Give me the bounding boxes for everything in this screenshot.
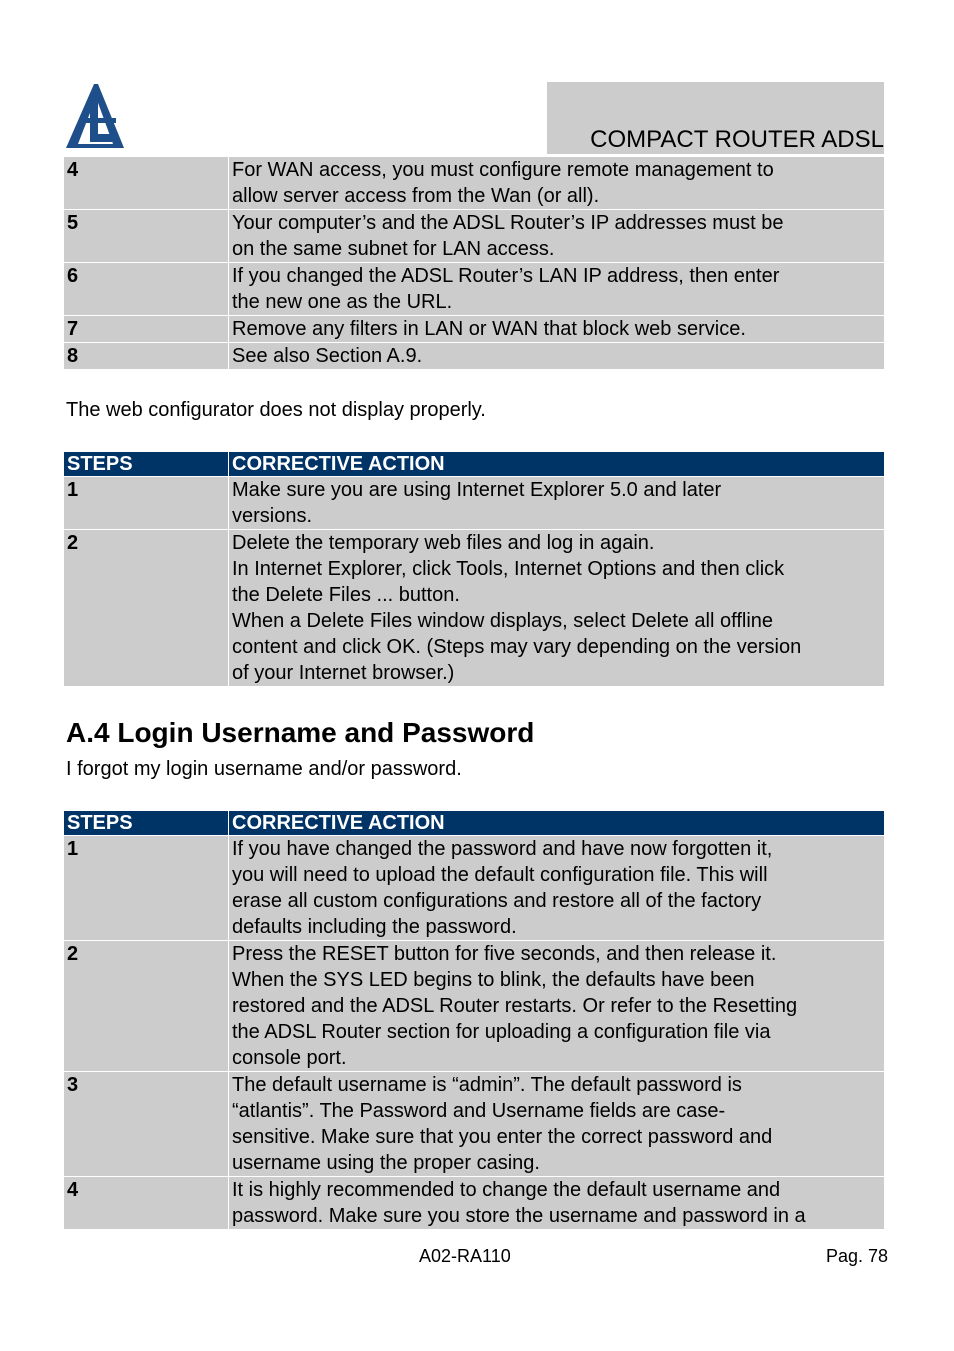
- action-line: on the same subnet for LAN access.: [232, 238, 555, 260]
- table-row: [64, 263, 885, 316]
- step-number: 1: [64, 477, 229, 530]
- corrective-action-text: [229, 263, 885, 316]
- intro-login-problem: I forgot my login username and/or password.: [66, 758, 462, 780]
- troubleshooting-table-continued: [63, 156, 885, 370]
- action-line: Press the RESET button for five seconds, and then release it.: [232, 943, 777, 965]
- action-line: In Internet Explorer, click Tools, Internet Options and then click: [232, 558, 785, 580]
- column-header-corrective-action: CORRECTIVE ACTION: [229, 811, 885, 836]
- corrective-action-text: [229, 343, 885, 370]
- corrective-action-text: [229, 530, 885, 687]
- corrective-action-text: [229, 210, 885, 263]
- corrective-action-text: [229, 1072, 885, 1177]
- step-number: 4: [64, 157, 229, 210]
- table-row: [64, 316, 885, 343]
- column-header-corrective-action: CORRECTIVE ACTION: [229, 452, 885, 477]
- step-number: 4: [64, 1177, 229, 1230]
- step-number: 2: [64, 941, 229, 1072]
- corrective-action-text: [229, 836, 885, 941]
- table-row: [64, 210, 885, 263]
- step-number: 8: [64, 343, 229, 370]
- action-line: It is highly recommended to change the default username and: [232, 1179, 781, 1201]
- table-header-row: [64, 452, 885, 477]
- corrective-action-text: [229, 1177, 885, 1230]
- action-line: allow server access from the Wan (or all).: [232, 185, 600, 207]
- section-heading: A.4 Login Username and Password: [66, 717, 535, 748]
- action-line: If you changed the ADSL Router’s LAN IP address, then enter: [232, 265, 780, 287]
- action-line: versions.: [232, 505, 313, 527]
- action-line: the Delete Files ... button.: [232, 584, 460, 606]
- action-line: “atlantis”. The Password and Username fields are case-: [232, 1100, 726, 1122]
- table-row: [64, 1072, 885, 1177]
- action-line: When a Delete Files window displays, select Delete all offline: [232, 610, 774, 632]
- header-title: COMPACT ROUTER ADSL: [590, 126, 884, 153]
- step-number: 2: [64, 530, 229, 687]
- login-steps-table: [63, 810, 885, 1230]
- footer-page-number: Pag. 78: [825, 1246, 888, 1266]
- action-line: sensitive. Make sure that you enter the correct password and: [232, 1126, 773, 1148]
- action-line: the new one as the URL.: [232, 291, 453, 313]
- table-row: [64, 343, 885, 370]
- table-row: [64, 836, 885, 941]
- action-line: the ADSL Router section for uploading a configuration file via: [232, 1021, 771, 1043]
- action-line: of your Internet browser.): [232, 662, 455, 684]
- action-line: Make sure you are using Internet Explorer 5.0 and later: [232, 479, 722, 501]
- step-number: 5: [64, 210, 229, 263]
- action-line: content and click OK. (Steps may vary depending on the version: [232, 636, 802, 658]
- action-line: If you have changed the password and have now forgotten it,: [232, 838, 773, 860]
- action-line: you will need to upload the default configuration file. This will: [232, 864, 768, 886]
- corrective-action-text: [229, 157, 885, 210]
- action-line: For WAN access, you must configure remote management to: [232, 159, 774, 181]
- table-row: [64, 941, 885, 1072]
- action-line: username using the proper casing.: [232, 1152, 540, 1174]
- action-line: When the SYS LED begins to blink, the defaults have been: [232, 969, 755, 991]
- corrective-action-text: [229, 941, 885, 1072]
- table-row: [64, 477, 885, 530]
- table-row: [64, 157, 885, 210]
- action-line: Your computer’s and the ADSL Router’s IP addresses must be: [232, 212, 784, 234]
- header-title-box: [547, 82, 884, 154]
- display-steps-table: [63, 451, 885, 687]
- action-line: erase all custom configurations and restore all of the factory: [232, 890, 762, 912]
- table-row: [64, 1177, 885, 1230]
- column-header-steps: STEPS: [64, 452, 229, 477]
- footer-doc-code: A02-RA110: [419, 1246, 511, 1266]
- table-header-row: [64, 811, 885, 836]
- action-line: password. Make sure you store the username and password in a: [232, 1205, 806, 1227]
- corrective-action-text: [229, 316, 885, 343]
- table-row: [64, 530, 885, 687]
- column-header-steps: STEPS: [64, 811, 229, 836]
- action-line: console port.: [232, 1047, 347, 1069]
- step-number: 6: [64, 263, 229, 316]
- action-line: The default username is “admin”. The default password is: [232, 1074, 742, 1096]
- step-number: 1: [64, 836, 229, 941]
- step-number: 3: [64, 1072, 229, 1177]
- intro-display-problem: The web configurator does not display properly.: [66, 399, 486, 421]
- action-line: Remove any filters in LAN or WAN that block web service.: [232, 318, 746, 340]
- action-line: defaults including the password.: [232, 916, 517, 938]
- atlantis-land-logo-icon: [64, 82, 126, 150]
- corrective-action-text: [229, 477, 885, 530]
- action-line: Delete the temporary web files and log in again.: [232, 532, 655, 554]
- step-number: 7: [64, 316, 229, 343]
- action-line: restored and the ADSL Router restarts. Or refer to the Resetting: [232, 995, 798, 1017]
- action-line: See also Section A.9.: [232, 345, 423, 367]
